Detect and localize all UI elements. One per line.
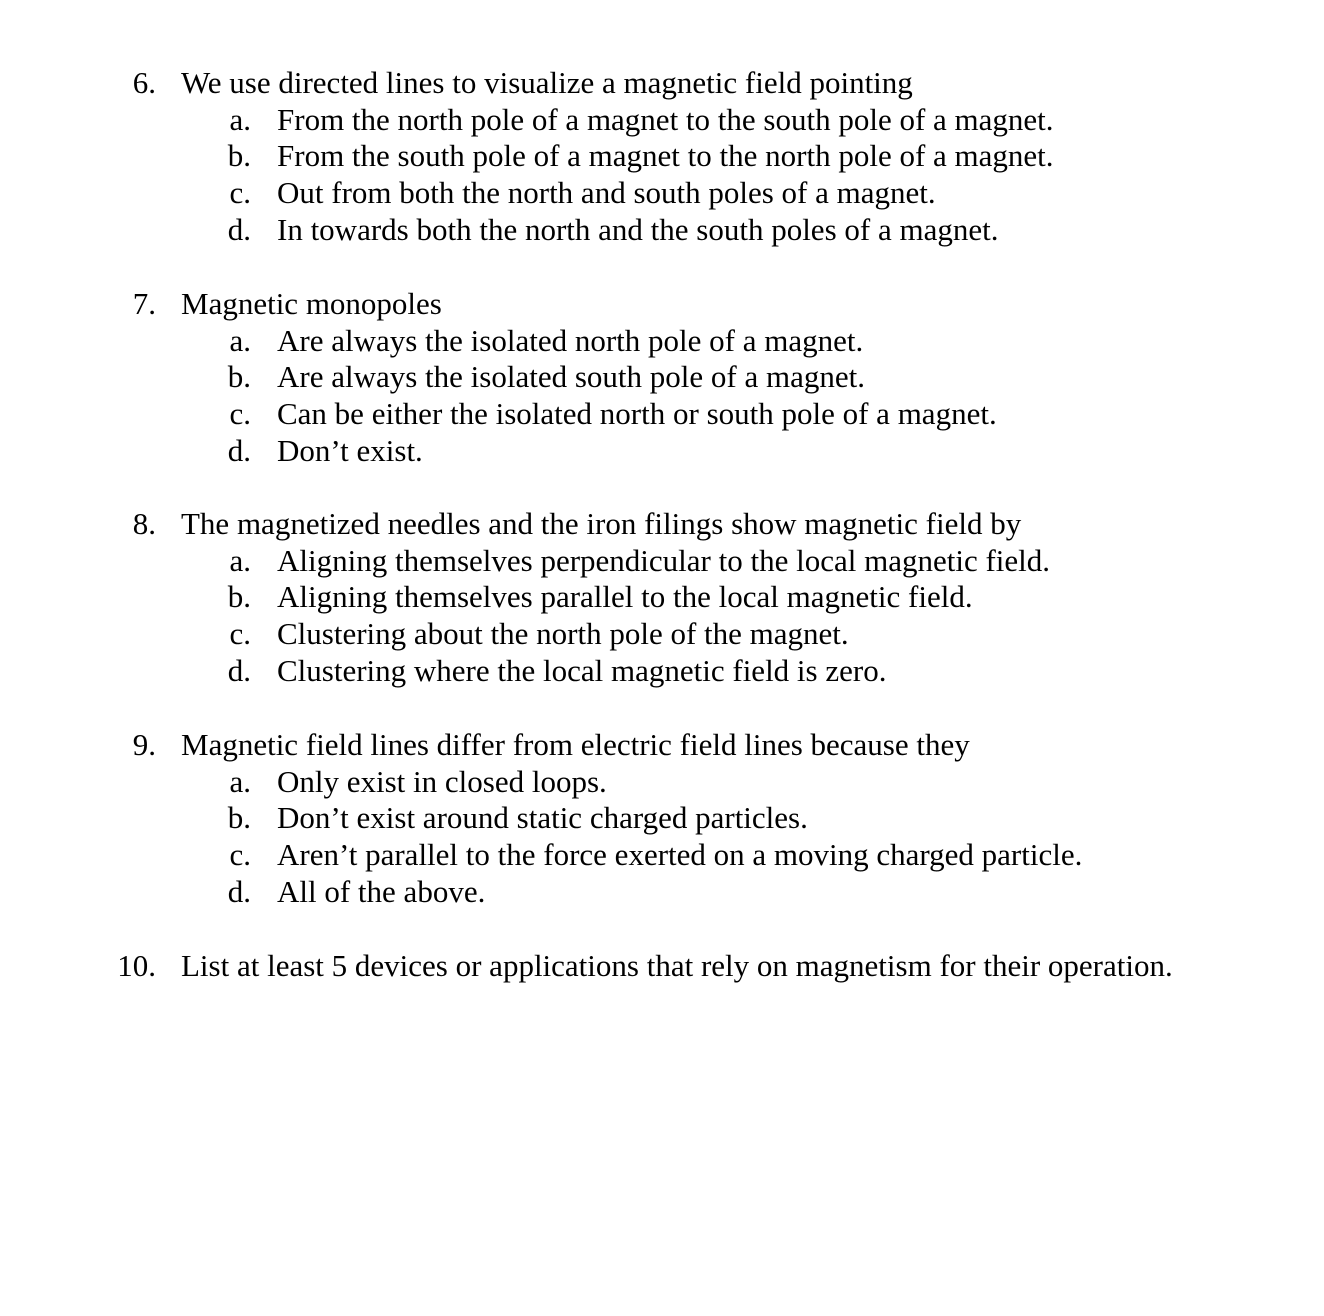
option-text: Are always the isolated north pole of a magnet. bbox=[277, 322, 864, 358]
option-letter: a. bbox=[229, 322, 251, 358]
option-b bbox=[0, 138, 1324, 175]
question-stem bbox=[0, 65, 1324, 102]
option-b bbox=[0, 579, 1324, 616]
option-text: Aligning themselves parallel to the local magnetic field. bbox=[277, 579, 973, 615]
option-text: In towards both the north and the south poles of a magnet. bbox=[277, 211, 999, 247]
question-number: 6. bbox=[132, 65, 156, 100]
question-text: Magnetic monopoles bbox=[181, 286, 442, 321]
option-letter: d. bbox=[227, 432, 251, 468]
option-a bbox=[0, 764, 1324, 801]
option-letter: c. bbox=[229, 175, 251, 211]
question-number: 9. bbox=[132, 727, 156, 762]
option-d bbox=[0, 653, 1324, 690]
option-a bbox=[0, 543, 1324, 580]
option-text: Aligning themselves perpendicular to the local magnetic field. bbox=[277, 542, 1051, 578]
option-a bbox=[0, 323, 1324, 360]
option-d bbox=[0, 433, 1324, 470]
question-stem bbox=[0, 948, 1324, 985]
question-text: List at least 5 devices or applications that rely on magnetism for their operation. bbox=[181, 948, 1173, 983]
option-text: From the north pole of a magnet to the south pole of a magnet. bbox=[277, 101, 1054, 137]
option-c bbox=[0, 837, 1324, 874]
question-number: 8. bbox=[132, 506, 156, 541]
question-stem bbox=[0, 506, 1324, 543]
option-letter: d. bbox=[227, 211, 251, 247]
question-stem bbox=[0, 727, 1324, 764]
question-6 bbox=[0, 65, 1324, 248]
option-a bbox=[0, 102, 1324, 139]
option-text: Can be either the isolated north or south pole of a magnet. bbox=[277, 396, 997, 432]
option-letter: a. bbox=[229, 763, 251, 799]
option-letter: c. bbox=[229, 616, 251, 652]
option-letter: c. bbox=[229, 837, 251, 873]
question-10 bbox=[0, 948, 1324, 985]
option-letter: d. bbox=[227, 652, 251, 688]
option-d bbox=[0, 874, 1324, 911]
option-letter: b. bbox=[227, 579, 251, 615]
option-text: Aren’t parallel to the force exerted on a moving charged particle. bbox=[277, 837, 1083, 873]
option-text: Out from both the north and south poles of a magnet. bbox=[277, 175, 936, 211]
option-letter: a. bbox=[229, 101, 251, 137]
option-c bbox=[0, 616, 1324, 653]
option-text: Clustering where the local magnetic field is zero. bbox=[277, 652, 887, 688]
question-text: The magnetized needles and the iron filings show magnetic field by bbox=[181, 506, 1022, 541]
option-letter: a. bbox=[229, 542, 251, 578]
option-b bbox=[0, 359, 1324, 396]
option-letter: d. bbox=[227, 873, 251, 909]
option-text: Don’t exist. bbox=[277, 432, 423, 468]
option-letter: b. bbox=[227, 359, 251, 395]
option-text: Only exist in closed loops. bbox=[277, 763, 607, 799]
option-letter: b. bbox=[227, 138, 251, 174]
question-8 bbox=[0, 506, 1324, 689]
option-letter: c. bbox=[229, 396, 251, 432]
question-stem bbox=[0, 286, 1324, 323]
option-text: Clustering about the north pole of the magnet. bbox=[277, 616, 849, 652]
option-d bbox=[0, 212, 1324, 249]
option-text: Are always the isolated south pole of a magnet. bbox=[277, 359, 865, 395]
option-c bbox=[0, 175, 1324, 212]
option-text: All of the above. bbox=[277, 873, 486, 909]
option-letter: b. bbox=[227, 800, 251, 836]
option-b bbox=[0, 800, 1324, 837]
option-c bbox=[0, 396, 1324, 433]
question-number: 10. bbox=[117, 948, 156, 983]
question-text: We use directed lines to visualize a magnetic field pointing bbox=[181, 65, 913, 100]
option-text: From the south pole of a magnet to the north pole of a magnet. bbox=[277, 138, 1054, 174]
question-7 bbox=[0, 286, 1324, 469]
option-text: Don’t exist around static charged particles. bbox=[277, 800, 808, 836]
question-number: 7. bbox=[132, 286, 156, 321]
question-9 bbox=[0, 727, 1324, 910]
question-text: Magnetic field lines differ from electric field lines because they bbox=[181, 727, 970, 762]
